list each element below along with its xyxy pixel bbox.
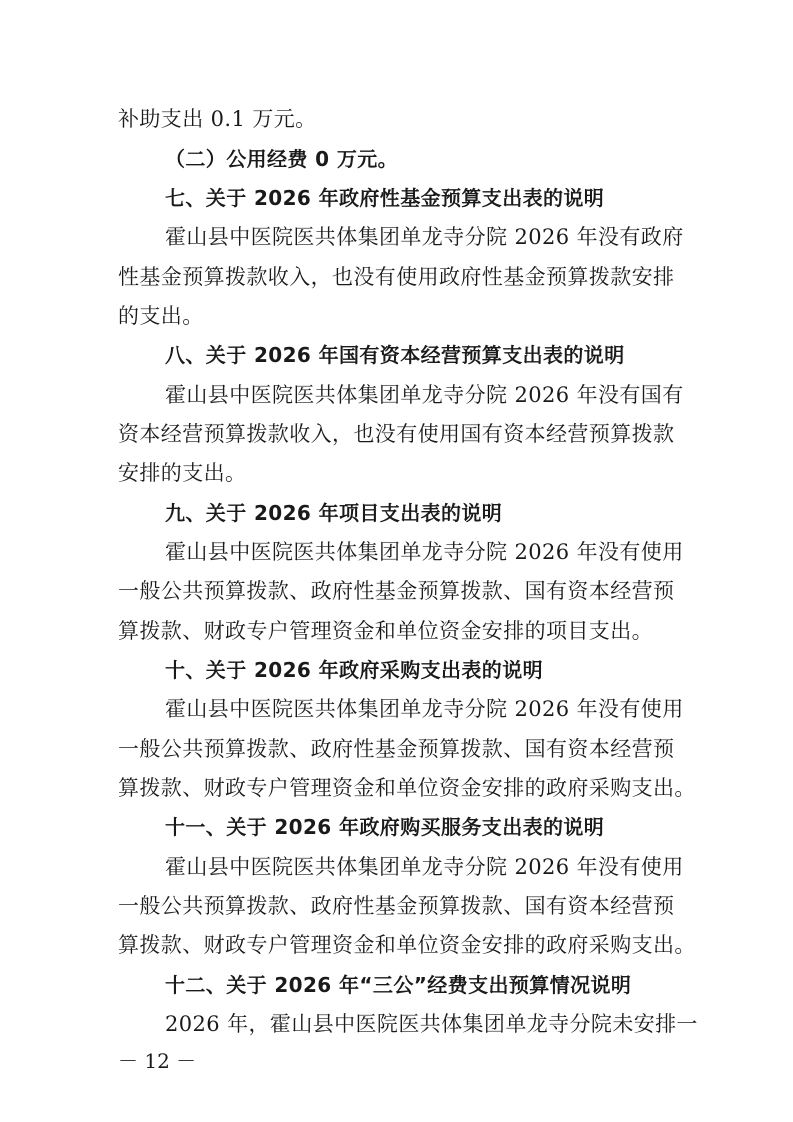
body-text: 的支出。	[118, 304, 204, 328]
body-text: 一般公共预算拨款、政府性基金预算拨款、国有资本经营预	[118, 894, 675, 918]
body-text: 算拨款、财政专户管理资金和单位资金安排的政府采购支出。	[118, 776, 696, 800]
section-heading: 十一、关于 2026 年政府购买服务支出表的说明	[165, 815, 605, 839]
body-text: 性基金预算拨款收入，也没有使用政府性基金预算拨款安排	[118, 265, 675, 289]
body-text: 霍山县中医院医共体集团单龙寺分院 2026 年没有国有	[165, 383, 684, 407]
body-text: 一般公共预算拨款、政府性基金预算拨款、国有资本经营预	[118, 737, 675, 761]
body-text: 霍山县中医院医共体集团单龙寺分院 2026 年没有政府	[165, 225, 684, 249]
section-heading: 七、关于 2026 年政府性基金预算支出表的说明	[165, 186, 605, 210]
body-text: 一般公共预算拨款、政府性基金预算拨款、国有资本经营预	[118, 579, 675, 603]
subsection-heading: （二）公用经费 0 万元。	[165, 147, 399, 171]
body-text: 算拨款、财政专户管理资金和单位资金安排的项目支出。	[118, 619, 653, 643]
body-text: 安排的支出。	[118, 461, 247, 485]
section-heading: 十二、关于 2026 年“三公”经费支出预算情况说明	[165, 973, 632, 997]
body-text: 霍山县中医院医共体集团单龙寺分院 2026 年没有使用	[165, 855, 684, 879]
body-text: 霍山县中医院医共体集团单龙寺分院 2026 年没有使用	[165, 697, 684, 721]
body-text: 2026 年，霍山县中医院医共体集团单龙寺分院未安排一	[165, 1012, 698, 1036]
body-text: 补助支出 0.1 万元。	[118, 107, 317, 131]
section-heading: 九、关于 2026 年项目支出表的说明	[165, 501, 503, 525]
body-text: 资本经营预算拨款收入，也没有使用国有资本经营预算拨款	[118, 422, 675, 446]
body-text: 霍山县中医院医共体集团单龙寺分院 2026 年没有使用	[165, 540, 684, 564]
section-heading: 八、关于 2026 年国有资本经营预算支出表的说明	[165, 343, 625, 367]
section-heading: 十、关于 2026 年政府采购支出表的说明	[165, 658, 543, 682]
body-text: 算拨款、财政专户管理资金和单位资金安排的政府采购支出。	[118, 933, 696, 957]
page-number: － 12 －	[118, 1049, 197, 1073]
